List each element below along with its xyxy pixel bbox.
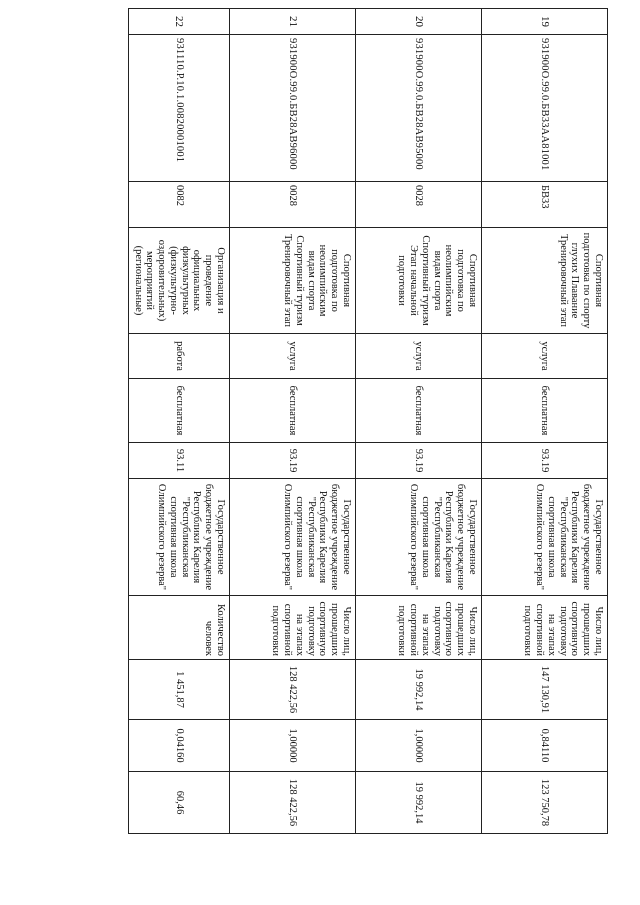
table-row <box>230 9 356 834</box>
register-code: 931900О.99.0.БВ28АВ96000 <box>230 35 356 182</box>
normative-cost: 1 451,87 <box>129 660 230 720</box>
register-code: 931900О.99.0.БВ33АА81001 <box>482 35 608 182</box>
adjusted-cost: 128 422,56 <box>230 772 356 834</box>
adjusted-cost: 19 992,14 <box>356 772 482 834</box>
normative-cost: 147 130,91 <box>482 660 608 720</box>
coefficient: 1,00000 <box>230 720 356 772</box>
organization-name: Государственное бюджетное учреждение Республики Карелия "Республиканская спортивная школа Олимпийского резерва" <box>356 479 482 596</box>
volume-indicator: Количество человек <box>129 596 230 660</box>
normative-cost: 128 422,56 <box>230 660 356 720</box>
payment-type: бесплатная <box>482 379 608 443</box>
coefficient: 1,00000 <box>356 720 482 772</box>
payment-type: бесплатная <box>356 379 482 443</box>
organization-name: Государственное бюджетное учреждение Республики Карелия "Республиканская спортивная школа Олимпийского резерва" <box>129 479 230 596</box>
organization-name: Государственное бюджетное учреждение Республики Карелия "Республиканская спортивная школа Олимпийского резерва" <box>230 479 356 596</box>
row-number: 22 <box>129 9 230 35</box>
service-name: Спортивная подготовка по спорту глухих Плавание Тренировочный этап <box>482 228 608 334</box>
basic-code: 0028 <box>356 182 482 228</box>
table-row <box>356 9 482 834</box>
payment-type: бесплатная <box>230 379 356 443</box>
okved-code: 93.19 <box>482 443 608 479</box>
adjusted-cost: 60,46 <box>129 772 230 834</box>
adjusted-cost: 123 750,78 <box>482 772 608 834</box>
table-row <box>482 9 608 834</box>
organization-name: Государственное бюджетное учреждение Республики Карелия "Республиканская спортивная школа Олимпийского резерва" <box>482 479 608 596</box>
basic-code: 0028 <box>230 182 356 228</box>
row-number: 20 <box>356 9 482 35</box>
service-type: услуга <box>230 334 356 379</box>
normative-cost: 19 992,14 <box>356 660 482 720</box>
service-name: Спортивная подготовка по неолимпийским видам спорта Спортивный туризм Тренировочный этап <box>230 228 356 334</box>
basic-code: 0082 <box>129 182 230 228</box>
service-name: Организация и проведение официальных физкультурных (физкультурно-оздоровительных) мероприятий (региональные) <box>129 228 230 334</box>
services-table <box>128 8 608 834</box>
rotated-page <box>130 8 608 833</box>
coefficient: 0,84110 <box>482 720 608 772</box>
basic-code: БВ33 <box>482 182 608 228</box>
okved-code: 93.11 <box>129 443 230 479</box>
table-row <box>129 9 230 834</box>
register-code: 931900О.99.0.БВ28АВ95000 <box>356 35 482 182</box>
volume-indicator: Число лиц, прошедших спортивную подготовку на этапах спортивной подготовки <box>356 596 482 660</box>
service-type: работа <box>129 334 230 379</box>
service-name: Спортивная подготовка по неолимпийским видам спорта Спортивный туризм Этап начальной подготовки <box>356 228 482 334</box>
service-type: услуга <box>356 334 482 379</box>
volume-indicator: Число лиц, прошедших спортивную подготовку на этапах спортивной подготовки <box>230 596 356 660</box>
payment-type: бесплатная <box>129 379 230 443</box>
row-number: 21 <box>230 9 356 35</box>
register-code: 931110.Р.10.1.00820001001 <box>129 35 230 182</box>
service-type: услуга <box>482 334 608 379</box>
coefficient: 0,04160 <box>129 720 230 772</box>
row-number: 19 <box>482 9 608 35</box>
okved-code: 93.19 <box>230 443 356 479</box>
volume-indicator: Число лиц, прошедших спортивную подготовку на этапах спортивной подготовки <box>482 596 608 660</box>
okved-code: 93.19 <box>356 443 482 479</box>
